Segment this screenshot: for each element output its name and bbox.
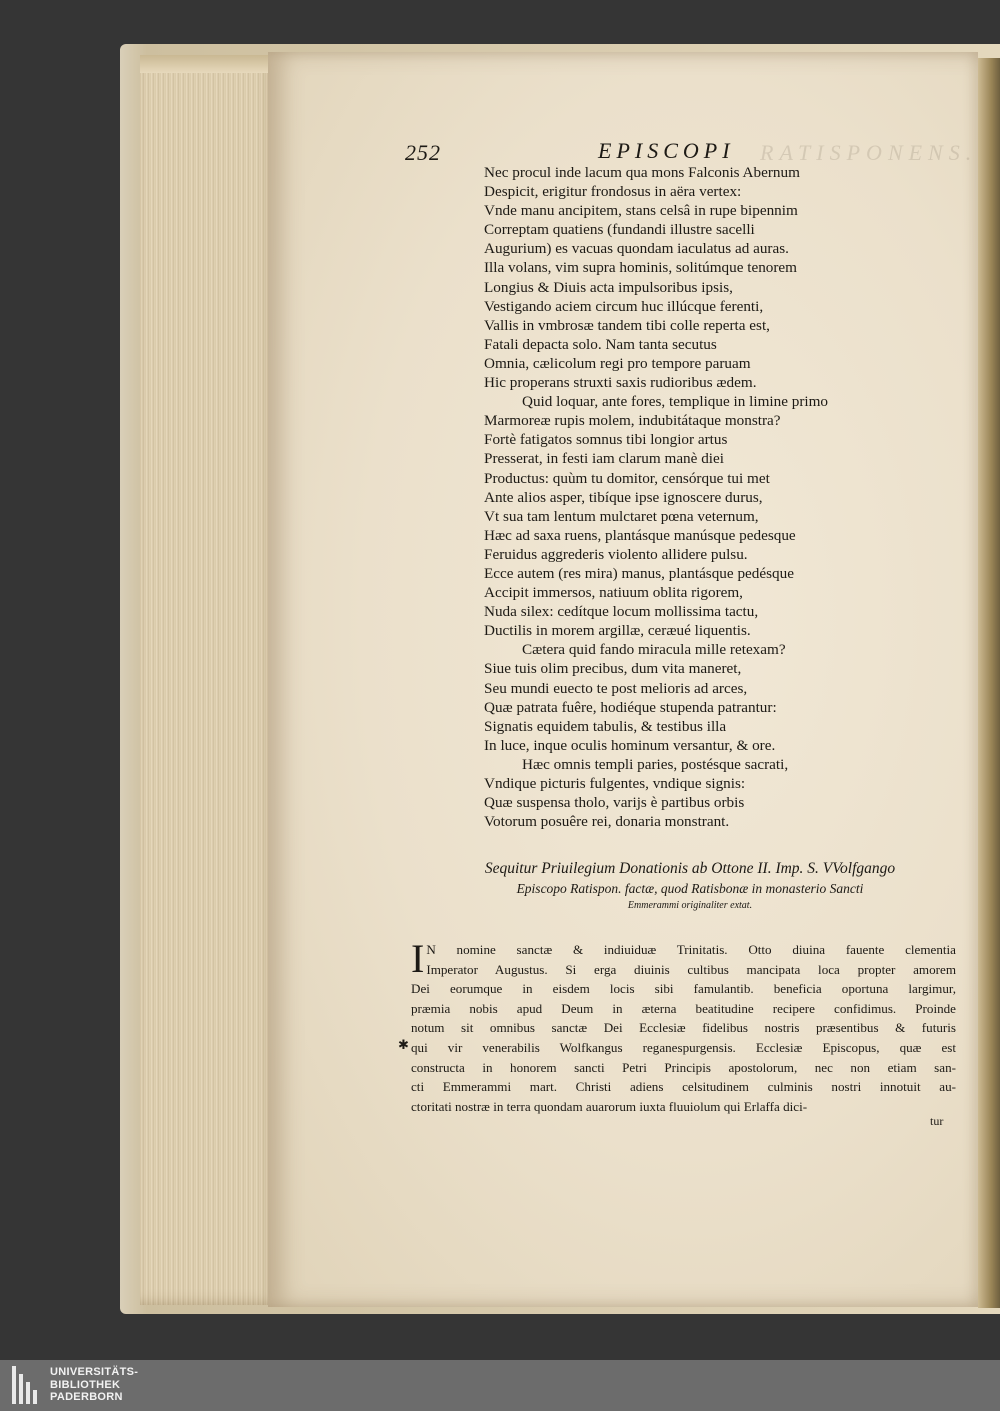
prose-line: cti Emmerammi mart. Christi adiens celsitudinem culminis nostri innotuit au- xyxy=(411,1079,956,1095)
poem-line: Votorum posuêre rei, donaria monstrant. xyxy=(484,813,730,831)
show-through-text: RATISPONENS. xyxy=(760,140,978,165)
poem-line: Ante alios asper, tibíque ipse ignoscere durus, xyxy=(484,488,763,506)
poem-line: Signatis equidem tabulis, & testibus illa xyxy=(484,717,727,735)
prose-line: præmia nobis apud Deum in æterna beatitudine recipere confidimus. Proinde xyxy=(411,1000,956,1016)
poem-line: Cætera quid fando miracula mille retexam? xyxy=(522,641,786,659)
poem-line: Vallis in vmbrosæ tandem tibi colle reperta est, xyxy=(484,316,770,334)
library-footer xyxy=(0,1360,1000,1411)
poem-line: Despicit, erigitur frondosus in aëra vertex: xyxy=(484,183,742,201)
library-name-line-1: UNIVERSITÄTS- xyxy=(50,1366,139,1378)
poem-line: Fatali depacta solo. Nam tanta secutus xyxy=(484,335,717,353)
poem-line: Illa volans, vim supra hominis, solitúmque tenorem xyxy=(484,259,797,277)
heading-line-2: Episcopo Ratispon. factæ, quod Ratisbonæ in monasterio Sancti xyxy=(516,881,864,896)
poem-line: Vnde manu ancipitem, stans celsâ in rupe bipennim xyxy=(484,202,798,220)
heading-line-1: Sequitur Priuilegium Donationis ab Ottone II. Imp. S. VVolfgango xyxy=(484,860,896,877)
book-right-edge xyxy=(978,58,1000,1308)
library-name-line-3: PADERBORN xyxy=(50,1391,123,1403)
poem-line: Nuda silex: cedítque locum mollissima tactu, xyxy=(484,603,759,621)
poem-line: Accipit immersos, natiuum oblita rigorem, xyxy=(484,584,743,602)
heading-line-3: Emmerammi originaliter extat. xyxy=(627,900,753,911)
prose-line: notum sit omnibus sanctæ Dei Ecclesiæ fidelibus nostris præsentibus & futuris xyxy=(411,1020,956,1036)
poem-line: Vt sua tam lentum mulctaret pœna veternum, xyxy=(484,507,759,525)
poem-line: Hic properans struxti saxis rudioribus ædem. xyxy=(484,374,757,392)
poem-line: Quid loquar, ante fores, templique in limine primo xyxy=(522,393,829,411)
poem-line: In luce, inque oculis hominum versantur, & ore. xyxy=(484,736,776,754)
library-name xyxy=(50,1366,138,1404)
prose-line: qui vir venerabilis Wolfkangus reganespurgensis. Ecclesiæ Episcopus, quæ est xyxy=(411,1039,956,1055)
poem-line: Siue tuis olim precibus, dum vita maneret, xyxy=(484,660,742,678)
library-logo-icon xyxy=(12,1366,42,1404)
prose-line: Dei eorumque in eisdem locis sibi famulantib. beneficia oportuna largimur, xyxy=(411,981,956,997)
poem-line: Seu mundi euecto te post melioris ad arces, xyxy=(484,679,748,697)
prose-block xyxy=(411,936,956,1116)
poem-line: Productus: quùm tu domitor, censórque tui met xyxy=(484,469,770,487)
prose-line-text: N nomine sanctæ & indiuiduæ Trinitatis. Otto diuina fauente clementia xyxy=(426,942,956,957)
drop-initial: I xyxy=(411,936,425,981)
poem-line: Ecce autem (res mira) manus, plantásque pedésque xyxy=(484,564,794,582)
poem-line: Feruidus aggrederis violento allidere pulsu. xyxy=(484,545,748,563)
poem-line: Hæc ad saxa ruens, plantásque manúsque pedesque xyxy=(484,526,796,544)
poem-line: Fortè fatigatos somnus tibi longior artus xyxy=(484,431,728,449)
poem-line: Quæ patrata fuêre, hodiéque stupenda patrantur: xyxy=(484,698,777,716)
page-edges xyxy=(140,55,280,1305)
poem-line: Omnia, cælicolum regi pro tempore paruam xyxy=(484,354,751,372)
poem-line: Augurium) es vacuas quondam iaculatus ad auras. xyxy=(484,240,789,258)
catchword: tur xyxy=(930,1114,944,1128)
marginal-mark: ✱ xyxy=(398,1037,409,1052)
prose-line: ctoritati nostræ in terra quondam auarorum iuxta fluuiolum qui Erlaffa dici- xyxy=(411,1098,808,1114)
library-name-line-2: BIBLIOTHEK xyxy=(50,1378,121,1391)
poem-line: Hæc omnis templi paries, postésque sacrati, xyxy=(522,755,789,773)
poem-line: Nec procul inde lacum qua mons Falconis Abernum xyxy=(484,164,800,181)
page-number: 252 xyxy=(405,140,441,165)
section-heading xyxy=(420,858,960,913)
poem-line: Presserat, in festi iam clarum manè diei xyxy=(484,450,724,468)
running-head: EPISCOPI xyxy=(598,138,735,163)
poem-line: Longius & Diuis acta impulsoribus ipsis, xyxy=(484,278,733,296)
prose-line: Imperator Augustus. Si erga diuinis cultibus mancipata loca propter amorem xyxy=(426,961,956,977)
poem-line: Vndique picturis fulgentes, vndique signis: xyxy=(484,775,746,792)
poem-line: Correptam quatiens (fundandi illustre sacelli xyxy=(484,221,755,239)
poem-line: Ductilis in morem argillæ, ceræué liquentis. xyxy=(484,622,751,640)
poem-line: Marmoreæ rupis molem, indubitátaque monstra? xyxy=(484,412,781,430)
poem-line: Vestigando aciem circum huc illúcque ferenti, xyxy=(484,297,764,315)
prose-line: constructa in honorem sancti Petri Principis apostolorum, nec non etiam san- xyxy=(411,1059,956,1075)
poem-block xyxy=(484,163,914,831)
poem-line: Quæ suspensa tholo, varijs è partibus orbis xyxy=(484,794,745,812)
